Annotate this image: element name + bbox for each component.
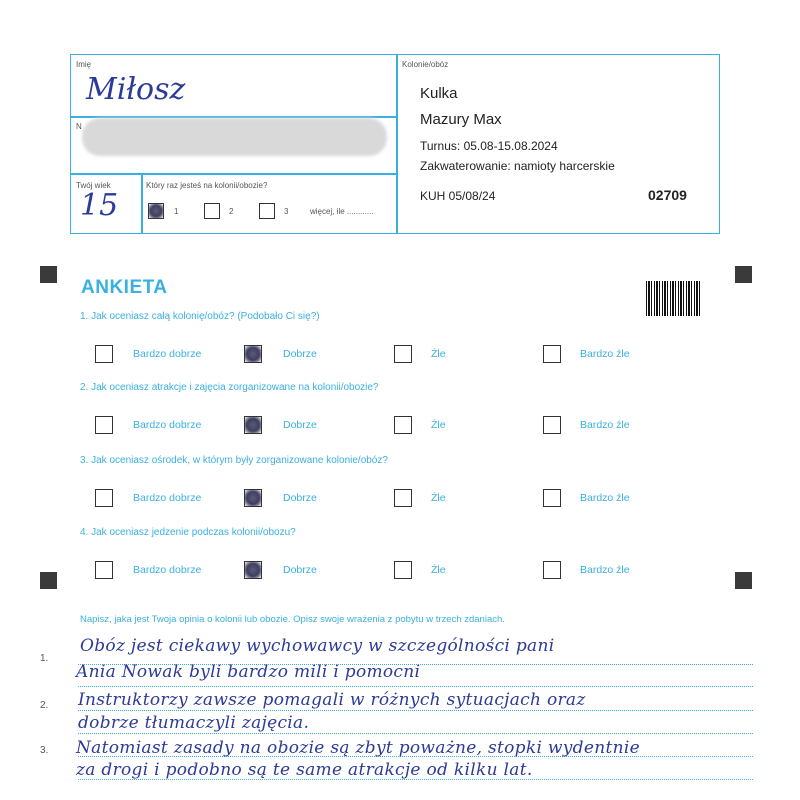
- line-number-1: 1.: [40, 653, 49, 664]
- camp-label: Kolonie/obóz: [402, 60, 449, 69]
- question-3-answer-label: Bardzo dobrze: [133, 492, 202, 504]
- survey-title: ANKIETA: [81, 277, 168, 298]
- writing-line-3: [78, 710, 753, 711]
- question-3-answer-label: Dobrze: [283, 492, 317, 504]
- camp-name: Kulka: [420, 85, 458, 102]
- question-1-checkbox-1[interactable]: [95, 345, 113, 363]
- writing-line-4: [78, 733, 753, 734]
- line-number-3: 3.: [40, 745, 49, 756]
- question-4-answer-label: Bardzo źle: [580, 564, 630, 576]
- question-3-text: 3. Jak oceniasz ośrodek, w którym były zorganizowane kolonie/obóz?: [80, 455, 388, 466]
- question-3-checkbox-4[interactable]: [543, 489, 561, 507]
- times-checkbox-2[interactable]: [204, 203, 220, 219]
- accommodation: Zakwaterowanie: namioty harcerskie: [420, 159, 615, 173]
- question-4-checkbox-4[interactable]: [543, 561, 561, 579]
- question-2-answer-label: Bardzo źle: [580, 419, 630, 431]
- surname-label: N: [76, 122, 82, 131]
- question-1-answer-label: Dobrze: [283, 348, 317, 360]
- surname-redacted[interactable]: [82, 118, 387, 156]
- question-2-checkbox-2[interactable]: [244, 416, 262, 434]
- times-checkbox-1[interactable]: [148, 203, 164, 219]
- question-2-answer-label: Bardzo dobrze: [133, 419, 202, 431]
- opinion-prompt: Napisz, jaka jest Twoja opinia o kolonii lub obozie. Opisz swoje wrażenia z pobytu w trzech zdaniach.: [80, 614, 505, 625]
- registration-mark-bottom-right: [735, 572, 752, 589]
- question-1-checkbox-4[interactable]: [543, 345, 561, 363]
- opinion-line-3[interactable]: Instruktorzy zawsze pomagali w różnych sytuacjach oraz: [78, 690, 586, 710]
- opinion-line-6[interactable]: za drogi i podobno są te same atrakcje od kilku lat.: [76, 760, 533, 780]
- times-option-3: 3: [284, 207, 289, 216]
- question-4-checkbox-3[interactable]: [394, 561, 412, 579]
- question-1-answer-label: Bardzo dobrze: [133, 348, 202, 360]
- divider-surname: [71, 173, 396, 175]
- name-label: Imię: [76, 60, 92, 69]
- registration-mark-bottom-left: [40, 572, 57, 589]
- question-2-answer-label: Źle: [431, 419, 446, 431]
- registration-mark-top-left: [40, 266, 57, 283]
- form-number: 02709: [648, 187, 687, 203]
- opinion-line-4[interactable]: dobrze tłumaczyli zajęcia.: [78, 713, 310, 733]
- question-1-checkbox-2[interactable]: [244, 345, 262, 363]
- question-3-answer-label: Źle: [431, 492, 446, 504]
- times-option-2: 2: [229, 207, 234, 216]
- camp-location: Mazury Max: [420, 111, 502, 128]
- opinion-line-2[interactable]: Ania Nowak byli bardzo mili i pomocni: [76, 662, 421, 682]
- divider-vertical-main: [396, 55, 398, 233]
- times-option-more: więcej, ile ............: [310, 207, 374, 216]
- times-option-1: 1: [174, 207, 179, 216]
- question-2-checkbox-4[interactable]: [543, 416, 561, 434]
- name-value[interactable]: Miłosz: [86, 72, 186, 107]
- opinion-line-1[interactable]: Obóz jest ciekawy wychowawcy w szczególności pani: [80, 636, 555, 656]
- question-2-answer-label: Dobrze: [283, 419, 317, 431]
- turnus: Turnus: 05.08-15.08.2024: [420, 139, 558, 153]
- question-1-checkbox-3[interactable]: [394, 345, 412, 363]
- question-2-text: 2. Jak oceniasz atrakcje i zajęcia zorganizowane na kolonii/obozie?: [80, 382, 379, 393]
- divider-age: [141, 173, 143, 233]
- question-3-checkbox-3[interactable]: [394, 489, 412, 507]
- question-2-checkbox-1[interactable]: [95, 416, 113, 434]
- line-number-2: 2.: [40, 700, 49, 711]
- question-4-checkbox-2[interactable]: [244, 561, 262, 579]
- question-4-text: 4. Jak oceniasz jedzenie podczas kolonii/obozu?: [80, 527, 296, 538]
- times-checkbox-3[interactable]: [259, 203, 275, 219]
- age-label: Twój wiek: [76, 181, 111, 190]
- question-4-answer-label: Źle: [431, 564, 446, 576]
- question-4-answer-label: Dobrze: [283, 564, 317, 576]
- question-1-answer-label: Źle: [431, 348, 446, 360]
- question-4-answer-label: Bardzo dobrze: [133, 564, 202, 576]
- question-2-checkbox-3[interactable]: [394, 416, 412, 434]
- camp-code: KUH 05/08/24: [420, 189, 496, 203]
- question-1-text: 1. Jak oceniasz całą kolonię/obóz? (Podobało Ci się?): [80, 311, 320, 322]
- times-label: Który raz jesteś na kolonii/obozie?: [146, 181, 268, 190]
- question-1-answer-label: Bardzo źle: [580, 348, 630, 360]
- question-3-checkbox-2[interactable]: [244, 489, 262, 507]
- question-3-answer-label: Bardzo źle: [580, 492, 630, 504]
- question-3-checkbox-1[interactable]: [95, 489, 113, 507]
- opinion-line-5[interactable]: Natomiast zasady na obozie są zbyt poważne, stopki wydentnie: [76, 738, 640, 758]
- registration-mark-top-right: [735, 266, 752, 283]
- barcode-icon: [646, 281, 700, 316]
- writing-line-2: [78, 686, 753, 687]
- question-4-checkbox-1[interactable]: [95, 561, 113, 579]
- age-value[interactable]: 15: [80, 188, 119, 223]
